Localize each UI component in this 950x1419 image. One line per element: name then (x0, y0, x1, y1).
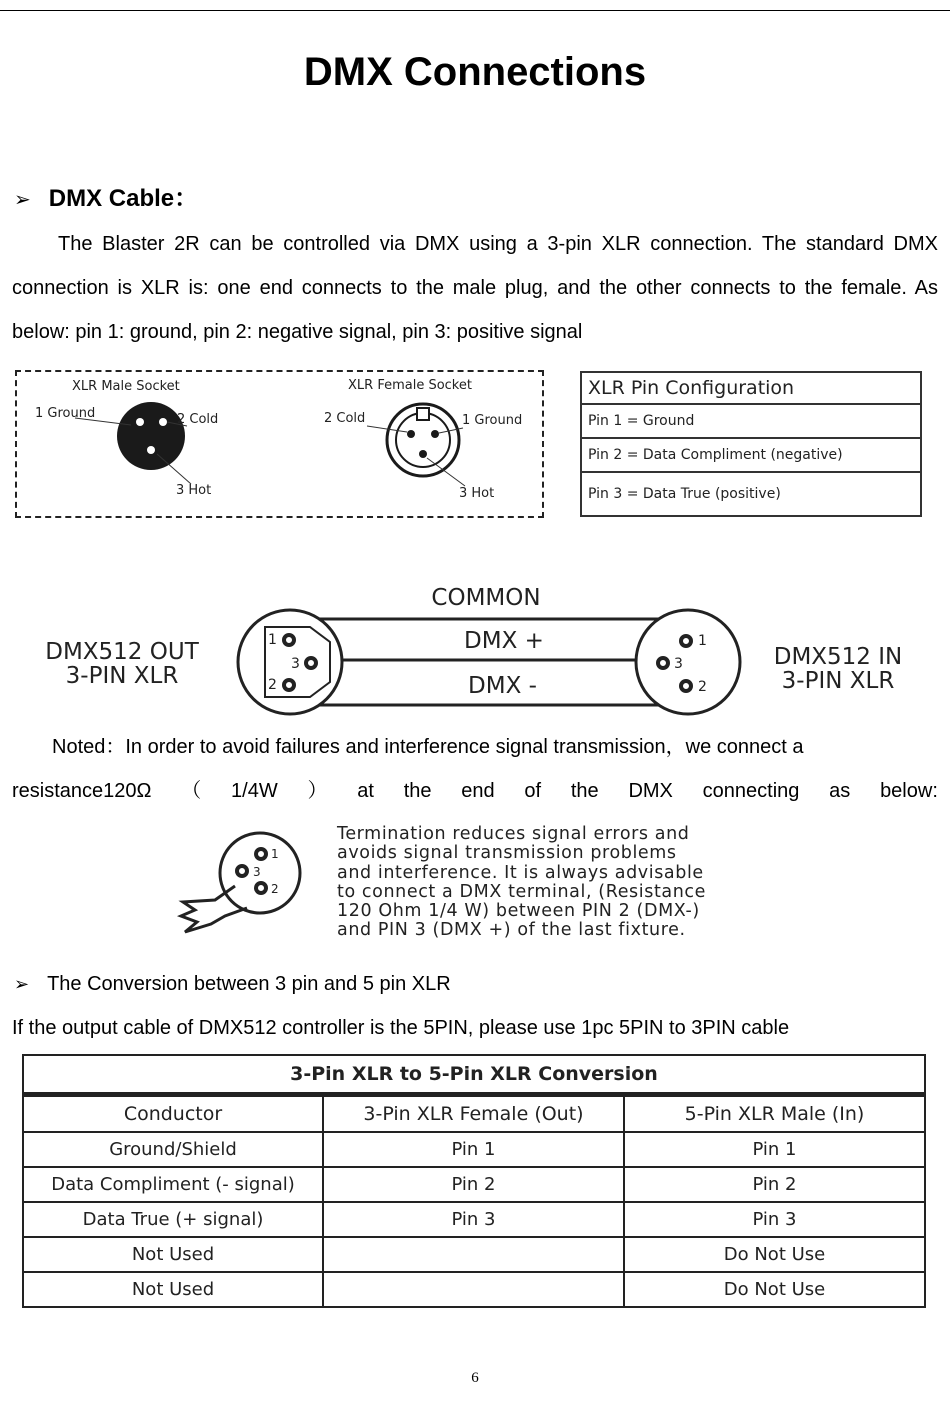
termination-line: and interference. It is always advisable (337, 862, 704, 883)
table-row (23, 1132, 925, 1167)
termination-line: to connect a DMX terminal, (Resistance (337, 881, 707, 902)
intro-paragraph-text: The Blaster 2R can be controlled via DMX using a 3-pin XLR connection. The standard DMX connection is XLR is: one end connects to the male plug, and the other connects to the female. As below: pin 1: ground, pin 2: negative signal, pin 3: positive signal (12, 233, 938, 343)
pin-config-row: Pin 3 = Data True (positive) (581, 472, 921, 516)
male-pin-3 (147, 446, 155, 454)
dmx-in-label-line1: DMX512 IN (773, 644, 903, 670)
in-pin-2-label: 2 (698, 679, 707, 695)
table-header: Conductor (23, 1095, 323, 1133)
noted-word: ） (307, 780, 328, 802)
conversion-table (22, 1054, 926, 1308)
termination-pin-2 (256, 883, 266, 893)
table-row (23, 1272, 925, 1307)
noted-word: end (461, 780, 495, 802)
female-socket-inner (396, 413, 450, 467)
noted-paragraph-line1 (12, 725, 938, 769)
table-cell: Not Used (23, 1237, 323, 1272)
termination-pin-1 (256, 849, 266, 859)
dmx-in-label (760, 645, 916, 693)
table-cell: Pin 2 (323, 1167, 624, 1202)
table-row (23, 1202, 925, 1237)
male-hot-label: 3 Hot (176, 483, 212, 498)
arrow-bullet-icon: ➢ (14, 187, 31, 211)
table-cell: Do Not Use (624, 1237, 925, 1272)
table-cell (323, 1237, 624, 1272)
in-pin-1-label: 1 (698, 633, 707, 649)
table-cell: Pin 1 (624, 1132, 925, 1167)
in-pin-3-label: 3 (674, 656, 683, 672)
male-cold-label: 2 Cold (177, 412, 219, 427)
female-key (417, 408, 429, 420)
pin-config-row: Pin 2 = Data Compliment (negative) (581, 438, 921, 472)
section-heading-dmx-cable (14, 178, 198, 213)
female-hot-label: 3 Hot (459, 486, 495, 501)
female-cold-label: 2 Cold (324, 411, 366, 426)
table-cell: Data True (+ signal) (23, 1202, 323, 1237)
xlr-pin-config-table (580, 371, 922, 517)
termination-pin-3 (237, 866, 247, 876)
page-number: 6 (471, 1370, 479, 1386)
noted-word: 1/4W (231, 780, 278, 802)
noted-word: below: (880, 780, 938, 802)
termination-plug-drawing (175, 828, 325, 948)
termination-line: avoids signal transmission problems (337, 843, 677, 864)
pin-config-title: XLR Pin Configuration (581, 372, 921, 404)
female-pin-2 (407, 430, 415, 438)
termination-line: Termination reduces signal errors and (337, 824, 690, 844)
dmx-minus-label: DMX - (468, 673, 537, 699)
dmx-in-label-line2: 3-PIN XLR (781, 668, 895, 694)
out-pin-1-label: 1 (268, 632, 277, 648)
termination-note (337, 825, 706, 941)
noted-word: at (357, 780, 374, 802)
male-ground-label: 1 Ground (35, 406, 96, 421)
conversion-table-title: 3-Pin XLR to 5-Pin XLR Conversion (23, 1055, 925, 1095)
noted-line1-text: Noted：In order to avoid failures and interference signal transmission，we connect a (52, 736, 804, 758)
table-header: 5-Pin XLR Male (In) (624, 1095, 925, 1133)
female-pin-3 (419, 450, 427, 458)
intro-paragraph (12, 222, 938, 354)
page-title: DMX Connections (303, 50, 647, 94)
noted-word: connecting (702, 780, 800, 802)
female-socket-label: XLR Female Socket (348, 378, 472, 393)
top-rule (0, 10, 950, 11)
out-pin-3 (306, 658, 316, 668)
in-pin-3 (658, 658, 668, 668)
female-hot-leader (427, 458, 465, 486)
section-heading-conversion (14, 962, 451, 1007)
table-row (23, 1167, 925, 1202)
conversion-heading-text: The Conversion between 3 pin and 5 pin XLR (47, 973, 451, 995)
termination-resistor-leads (181, 886, 247, 932)
pin-config-row: Pin 1 = Ground (581, 404, 921, 438)
termination-pin-1-label: 1 (271, 847, 279, 861)
noted-paragraph-line2 (12, 769, 938, 813)
termination-line: and PIN 3 (DMX +) of the last fixture. (337, 920, 686, 941)
common-label: COMMON (431, 585, 541, 611)
table-row (23, 1237, 925, 1272)
male-socket-label: XLR Male Socket (72, 379, 180, 394)
arrow-bullet-icon: ➢ (14, 974, 30, 995)
table-header: 3-Pin XLR Female (Out) (323, 1095, 624, 1133)
dmx-cable-heading-text: DMX Cable： (48, 185, 199, 212)
table-cell: Data Compliment (- signal) (23, 1167, 323, 1202)
table-cell (323, 1272, 624, 1307)
termination-pin-3-label: 3 (253, 865, 261, 879)
dmx-plus-label: DMX + (464, 628, 544, 654)
female-pin-1 (431, 430, 439, 438)
termination-pin-2-label: 2 (271, 882, 279, 896)
female-ground-label: 1 Ground (462, 413, 523, 428)
noted-word: resistance120Ω (12, 780, 152, 802)
noted-word: （ (181, 780, 202, 802)
male-socket-shape (117, 402, 185, 470)
dmx-out-label-line1: DMX512 OUT (45, 639, 199, 665)
table-cell: Ground/Shield (23, 1132, 323, 1167)
out-pin-3-label: 3 (291, 656, 300, 672)
conversion-paragraph: If the output cable of DMX512 controller is the 5PIN, please use 1pc 5PIN to 3PIN cable (12, 1017, 790, 1039)
noted-word: the (403, 780, 432, 802)
male-pin-2 (159, 418, 167, 426)
dmx-out-label (30, 640, 214, 688)
table-cell: Pin 2 (624, 1167, 925, 1202)
table-cell: Pin 3 (323, 1202, 624, 1237)
table-cell: Pin 1 (323, 1132, 624, 1167)
male-pin-1 (136, 418, 144, 426)
noted-word: of (524, 780, 542, 802)
termination-line: 120 Ohm 1/4 W) between PIN 2 (DMX-) (337, 901, 700, 922)
dmx-out-label-line2: 3-PIN XLR (65, 663, 179, 689)
out-pin-2-label: 2 (268, 677, 277, 693)
table-cell: Not Used (23, 1272, 323, 1307)
noted-word: as (829, 780, 851, 802)
noted-word: DMX (628, 780, 673, 802)
noted-word: the (570, 780, 599, 802)
table-cell: Pin 3 (624, 1202, 925, 1237)
table-cell: Do Not Use (624, 1272, 925, 1307)
